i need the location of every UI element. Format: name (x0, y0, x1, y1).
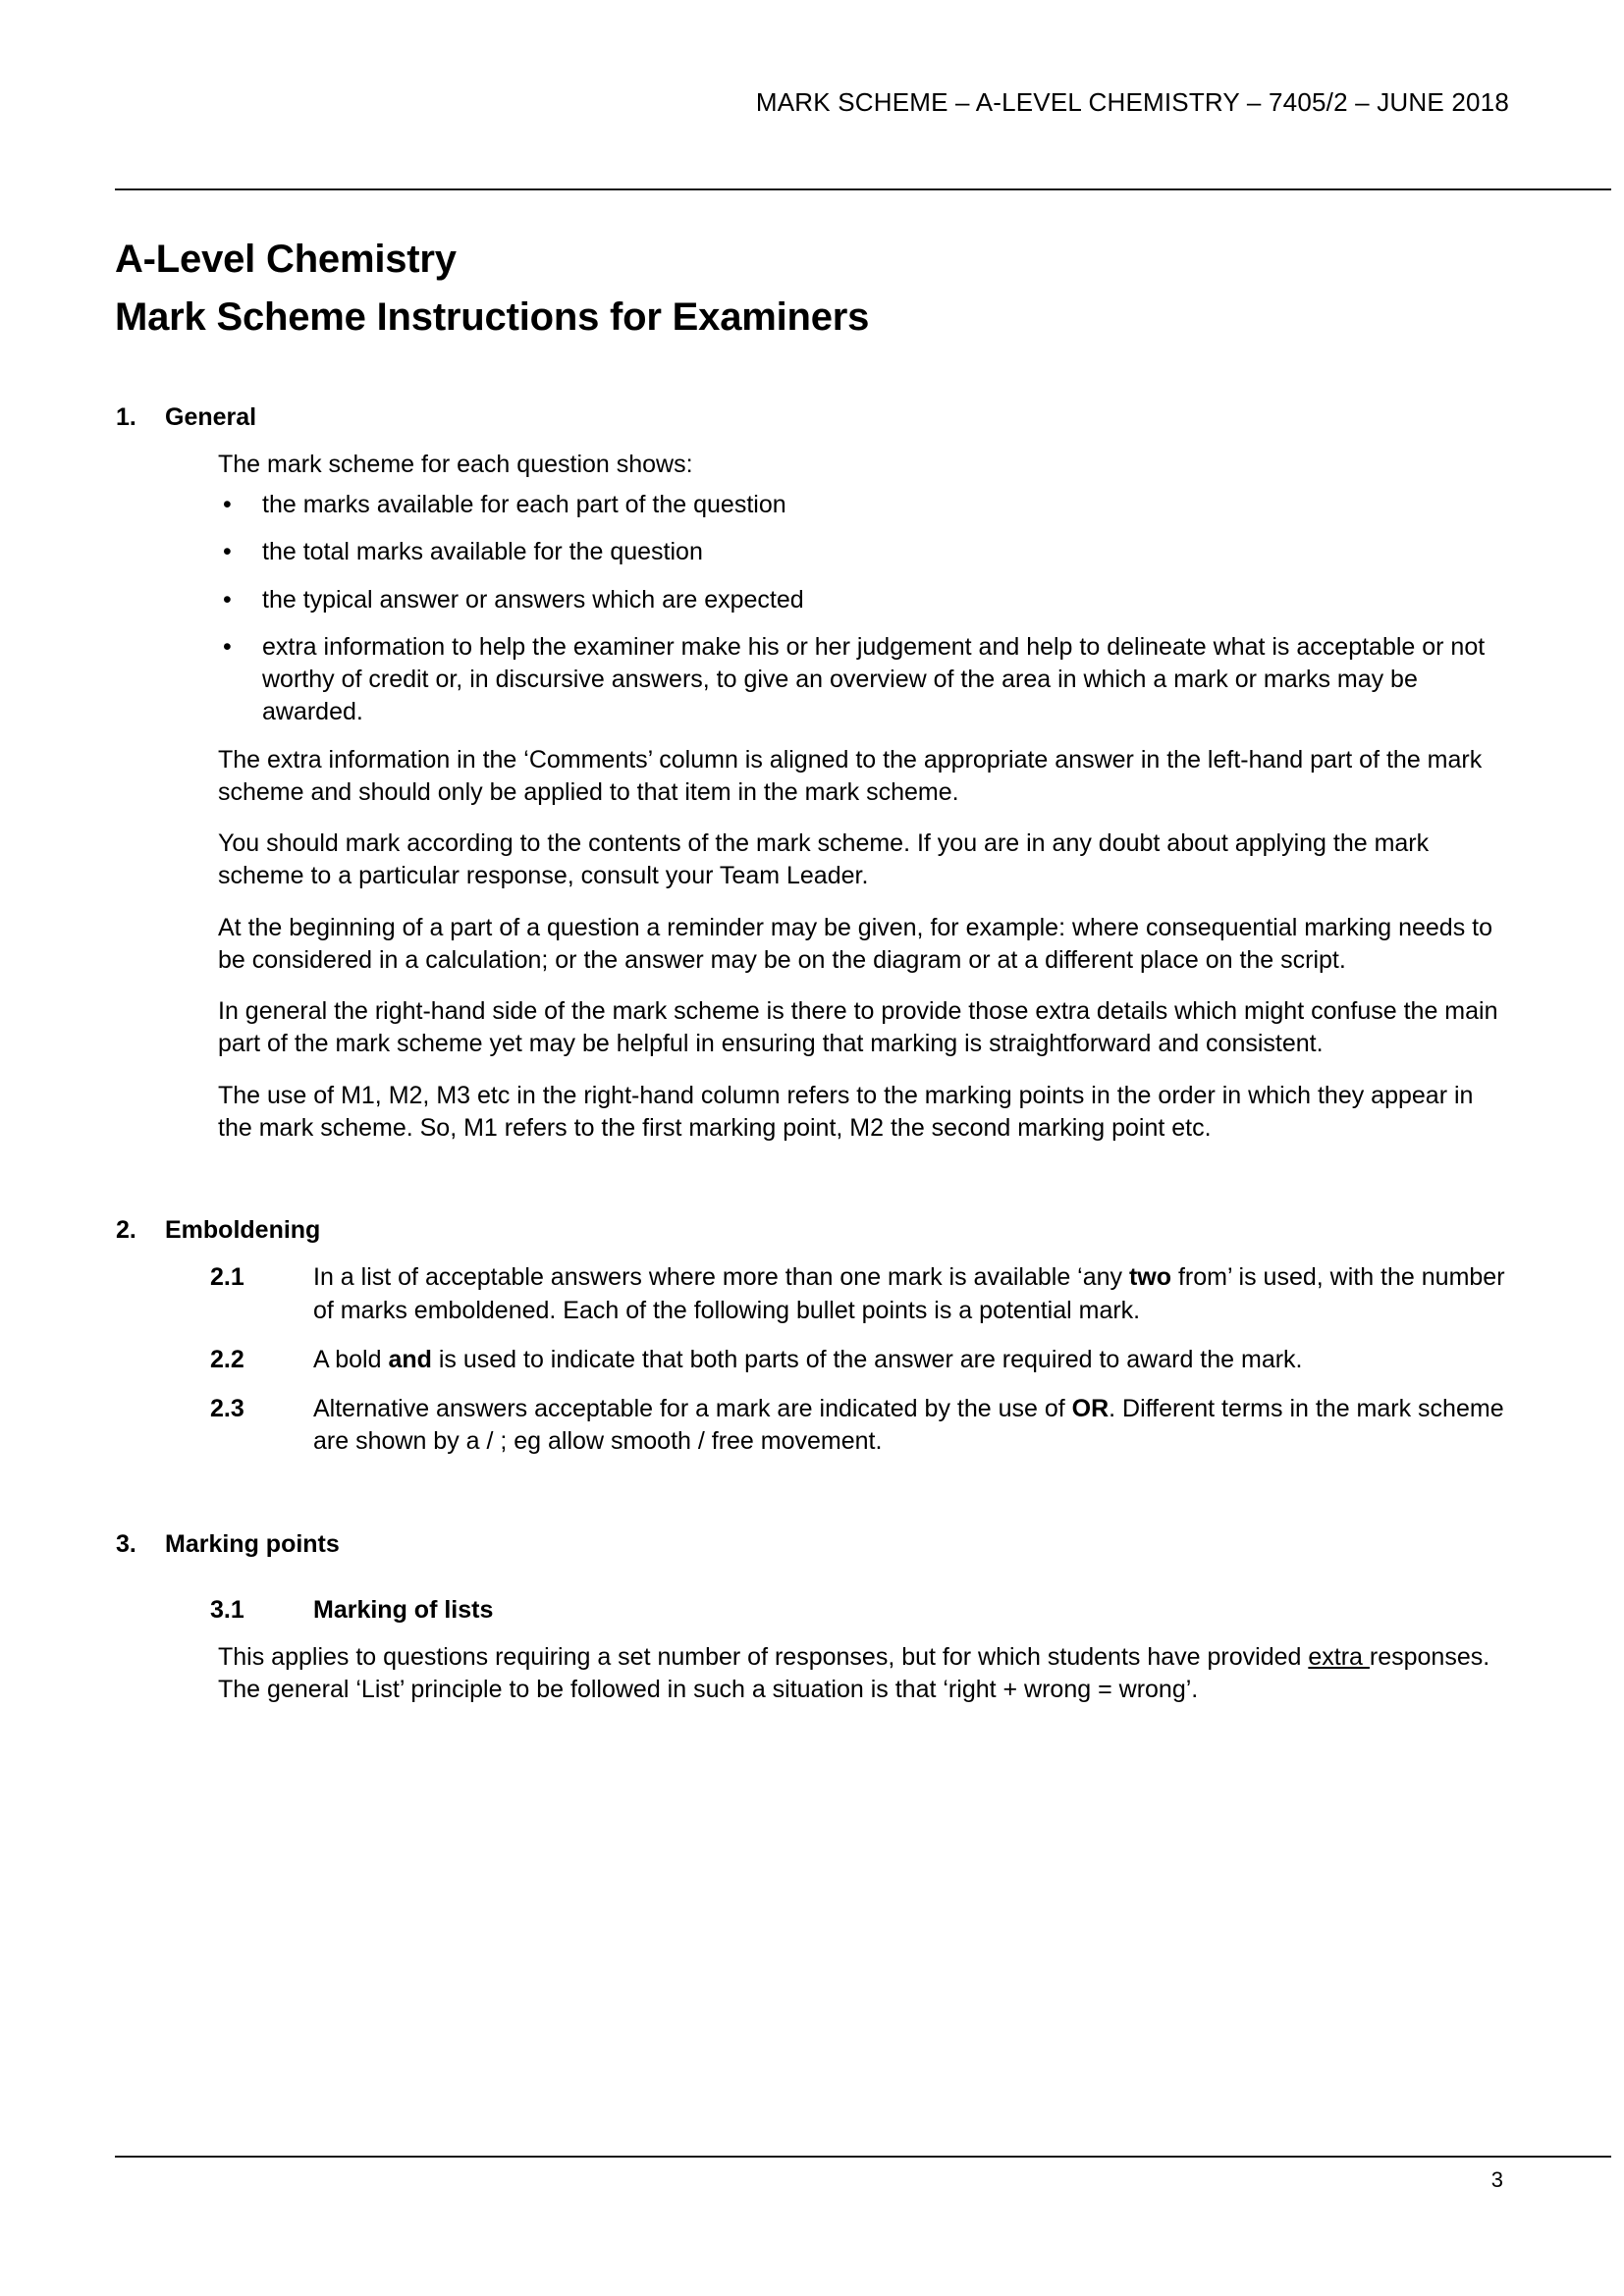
page-number: 3 (1490, 2167, 1503, 2192)
spacer (0, 433, 1624, 449)
page-title-line1: A-Level Chemistry (115, 238, 457, 281)
sub-item-number: 2.1 (210, 1263, 244, 1292)
section-number: 2. (116, 1216, 136, 1245)
spacer (0, 1246, 1624, 1261)
section-marking-points (0, 1529, 1624, 1707)
sub-item-2-3 (210, 1393, 1508, 1459)
sub-heading-title: Marking of lists (313, 1595, 494, 1624)
bullet-icon: • (223, 585, 232, 614)
spacer (0, 1560, 1624, 1595)
sub-heading-body-paragraph (218, 1641, 1508, 1707)
bullet-icon: • (223, 491, 232, 519)
bullet-icon: • (223, 538, 232, 566)
paragraph: In general the right-hand side of the mark scheme is there to provide those extra details which might confuse the main part of the mark scheme yet may be helpful in ensuring that marking is straightforward and consistent. (218, 997, 1498, 1058)
text-before-bold: Alternative answers acceptable for a mark are indicated by the use of (313, 1395, 1072, 1423)
text-after-bold: is used to indicate that both parts of the answer are required to award the mark. (431, 1345, 1303, 1373)
bold-emphasis: two (1128, 1263, 1172, 1292)
section-title: Marking points (165, 1529, 340, 1558)
spacer (0, 1459, 1624, 1529)
page-title-line2: Mark Scheme Instructions for Examiners (115, 294, 870, 339)
sub-heading-number: 3.1 (210, 1595, 244, 1624)
document-body (0, 232, 1624, 1707)
section-number: 1. (116, 402, 136, 431)
sub-item-number: 2.2 (210, 1345, 244, 1373)
spacer (0, 1145, 1624, 1215)
sub-item-text (313, 1344, 1508, 1376)
list-item (218, 631, 1508, 729)
list-item-text: extra information to help the examiner make his or her judgement and help to delineate what is acceptable or not worthy of credit or, in discursive answers, to give an overview of the area in which a mark or marks may be awarded. (262, 632, 1486, 726)
section-heading-3 (116, 1529, 1624, 1560)
section-title: General (165, 402, 257, 431)
text-before-bold: A bold (313, 1345, 389, 1373)
sub-item-2-1 (210, 1261, 1508, 1327)
bold-emphasis: and (388, 1345, 432, 1373)
paragraph: The use of M1, M2, M3 etc in the right-hand column refers to the marking points in the order in which they appear in the mark scheme. So, M1 refers to the first marking point, M2 the second marking point etc. (218, 1081, 1474, 1142)
list-item-text: the typical answer or answers which are expected (262, 585, 804, 614)
footer-rule (115, 2156, 1611, 2158)
paragraph: The extra information in the ‘Comments’ column is aligned to the appropriate answer in the left-hand part of the mark scheme and should only be applied to that item in the mark scheme. (218, 745, 1483, 806)
section-heading-2 (116, 1215, 1624, 1246)
header-rule (115, 188, 1611, 190)
text-before-underline: This applies to questions requiring a set number of responses, but for which students have provided (218, 1643, 1309, 1672)
section-heading-1 (116, 402, 1624, 433)
section-intro-paragraph: The mark scheme for each question shows: (218, 450, 693, 478)
bold-emphasis: OR (1071, 1395, 1110, 1423)
paragraph: At the beginning of a part of a question a reminder may be given, for example: where consequential marking needs to be considered in a calculation; or the answer may be on the diagram or at a different place on the script. (218, 913, 1492, 974)
sub-item-2-2 (210, 1344, 1508, 1376)
spacer (0, 346, 1624, 402)
underlined-emphasis: extra (1308, 1643, 1370, 1672)
sub-item-number: 2.3 (210, 1395, 244, 1423)
running-header: MARK SCHEME – A-LEVEL CHEMISTRY – 7405/2 – JUNE 2018 (755, 87, 1509, 117)
list-item (218, 489, 1508, 521)
text-before-bold: In a list of acceptable answers where more than one mark is available ‘any (313, 1263, 1129, 1292)
section-general (0, 402, 1624, 1146)
sub-heading-3-1 (210, 1595, 1624, 1626)
section-title: Emboldening (165, 1216, 321, 1245)
list-item (218, 536, 1508, 568)
sub-item-text (313, 1393, 1508, 1459)
bullet-list (0, 489, 1624, 729)
text-after-bold: from’ is used, with the number of marks emboldened. Each of the following bullet points is a potential mark. (313, 1263, 1505, 1324)
paragraph: You should mark according to the contents of the mark scheme. If you are in any doubt about applying the mark scheme to a particular response, consult your Team Leader. (218, 829, 1430, 890)
spacer (0, 1626, 1624, 1641)
section-number: 3. (116, 1529, 136, 1558)
sub-item-text (313, 1261, 1508, 1327)
text-after-underline: responses. The general ‘List’ principle to be followed in such a situation is that ‘right + wrong = wrong’. (218, 1643, 1490, 1704)
list-item (218, 584, 1508, 616)
list-item-text: the total marks available for the question (262, 538, 703, 566)
section-emboldening (0, 1215, 1624, 1459)
bullet-icon: • (223, 632, 232, 661)
text-after-bold: . Different terms in the mark scheme are shown by a / ; eg allow smooth / free movement. (313, 1395, 1504, 1456)
list-item-text: the marks available for each part of the question (262, 491, 786, 519)
